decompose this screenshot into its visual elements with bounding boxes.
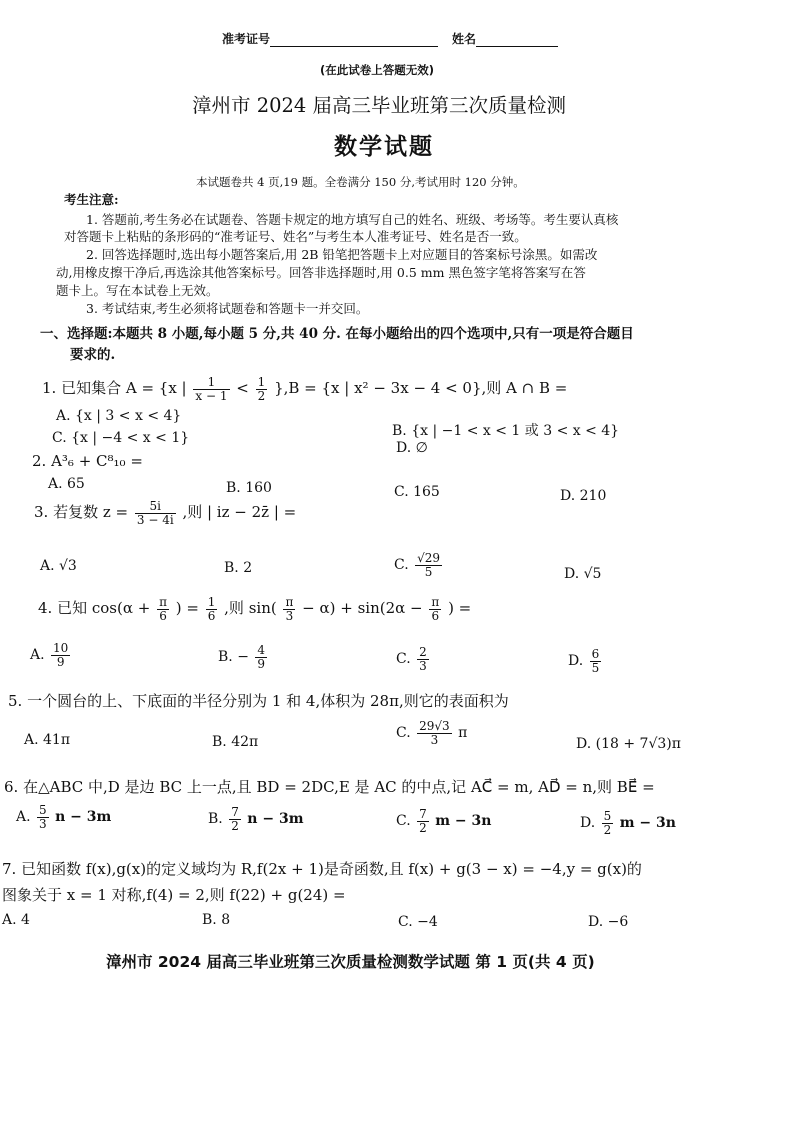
question-7-line-1: 7. 已知函数 f(x),g(x)的定义域均为 R,f(2x + 1)是奇函数,且 f(x) + g(3 − x) = −4,y = g(x)的 xyxy=(2,860,642,878)
name-field xyxy=(452,30,558,47)
question-5-option-c: C. $\frac{29√3}{3}$ π xyxy=(396,719,468,747)
question-3-stem: 3. 若复数 z = $\frac{5i}{3 - 4i}$ ,则 | iz − 2z̄ | = xyxy=(34,499,297,527)
exam-summary: 本试题卷共 4 页,19 题。全卷满分 150 分,考试用时 120 分钟。 xyxy=(196,175,525,189)
question-7-option-c: C. −4 xyxy=(398,914,438,930)
question-6-option-d: D. $\frac{5}{2}$ m − 3n xyxy=(580,809,676,837)
exam-id-blank xyxy=(270,34,438,47)
question-4-option-a: A. $\frac{10}{9}$ xyxy=(30,641,69,669)
section1-line-2: 要求的. xyxy=(70,347,116,363)
question-4-option-b: B. − $\frac{4}{9}$ xyxy=(218,643,266,671)
question-1-stem: 1. 已知集合 A = {x | $\frac{1}{x - 1}$ < $\frac{1}{2}$ },B = {x | x² − 3x − 4 < 0},则 A ∩ B = xyxy=(42,375,568,403)
notice-item-1-line-2: 对答题卡上粘贴的条形码的“准考证号、姓名”与考生本人准考证号、姓名是否一致。 xyxy=(64,229,527,244)
notice-item-3: 3. 考试结束,考生必须将试题卷和答题卡一并交回。 xyxy=(86,301,369,316)
question-3-option-c: C. $\frac{√29}{5}$ xyxy=(394,551,441,579)
exam-id-label: 准考证号 xyxy=(222,32,271,46)
name-blank xyxy=(476,34,558,47)
question-1-option-c: C. {x | −4 < x < 1} xyxy=(52,430,190,446)
question-1-option-d: D. ∅ xyxy=(396,440,428,456)
subject-title: 数学试题 xyxy=(334,133,434,160)
question-7-option-d: D. −6 xyxy=(588,914,629,930)
question-4-option-d: D. $\frac{6}{5}$ xyxy=(568,647,600,675)
question-2-option-c: C. 165 xyxy=(394,484,440,500)
question-5-option-d: D. (18 + 7√3)π xyxy=(576,736,681,752)
question-1-option-a: A. {x | 3 < x < 4} xyxy=(56,408,182,424)
notice-item-1-line-1: 1. 答题前,考生务必在试题卷、答题卡规定的地方填写自己的姓名、班级、考场等。考生要认真核 xyxy=(86,212,619,227)
notice-item-2-line-2: 动,用橡皮擦干净后,再选涂其他答案标号。回答非选择题时,用 0.5 mm 黑色签字笔将答案写在答 xyxy=(56,265,586,280)
name-label: 姓名 xyxy=(452,32,477,46)
question-5-option-b: B. 42π xyxy=(212,734,259,750)
question-6-option-c: C. $\frac{7}{2}$ m − 3n xyxy=(396,807,492,835)
question-7-line-2: 图象关于 x = 1 对称,f(4) = 2,则 f(22) + g(24) = xyxy=(2,886,346,904)
notice-item-2-line-1: 2. 回答选择题时,选出每小题答案后,用 2B 铅笔把答题卡上对应题目的答案标号涂黑。如需改 xyxy=(86,247,598,262)
question-6-option-b: B. $\frac{7}{2}$ n − 3m xyxy=(208,805,304,833)
question-3-option-a: A. √3 xyxy=(40,558,77,574)
question-3-option-b: B. 2 xyxy=(224,560,253,576)
question-7-option-b: B. 8 xyxy=(202,912,231,928)
question-5-option-a: A. 41π xyxy=(24,732,71,748)
question-1-option-b: B. {x | −1 < x < 1 或 3 < x < 4} xyxy=(392,423,620,439)
exam-title: 漳州市 2024 届高三毕业班第三次质量检测 xyxy=(192,94,567,117)
question-4-option-c: C. $\frac{2}{3}$ xyxy=(396,645,427,673)
question-2-option-b: B. 160 xyxy=(226,480,272,496)
question-5-stem: 5. 一个圆台的上、下底面的半径分别为 1 和 4,体积为 28π,则它的表面积为 xyxy=(8,692,509,710)
question-2-stem: 2. A³₆ + C⁸₁₀ = xyxy=(32,452,143,470)
section1-line-1: 一、选择题:本题共 8 小题,每小题 5 分,共 40 分. 在每小题给出的四个选项中,只有一项是符合题目 xyxy=(40,326,634,342)
exam-id-field xyxy=(222,30,438,47)
question-2-option-a: A. 65 xyxy=(48,476,85,492)
question-6-option-a: A. $\frac{5}{3}$ n − 3m xyxy=(16,803,112,831)
invalid-note: (在此试卷上答题无效) xyxy=(320,63,435,77)
question-7-option-a: A. 4 xyxy=(2,912,30,928)
question-6-stem: 6. 在△ABC 中,D 是边 BC 上一点,且 BD = 2DC,E 是 AC 的中点,记 AC⃗ = m, AD⃗ = n,则 BE⃗ = xyxy=(4,778,655,796)
page-footer: 漳州市 2024 届高三毕业班第三次质量检测数学试题 第 1 页(共 4 页) xyxy=(106,953,595,971)
notice-item-2-line-3: 题卡上。写在本试卷上无效。 xyxy=(56,283,219,298)
question-3-option-d: D. √5 xyxy=(564,566,602,582)
question-4-stem: 4. 已知 cos(α + $\frac{\pi}{6}$ ) = $\frac{1}{6}$ ,则 sin( $\frac{\pi}{3}$ − α) + sin(2α − $\frac{\pi}{6}$ ) = xyxy=(38,595,472,623)
notice-heading: 考生注意: xyxy=(64,192,119,207)
question-2-option-d: D. 210 xyxy=(560,488,607,504)
